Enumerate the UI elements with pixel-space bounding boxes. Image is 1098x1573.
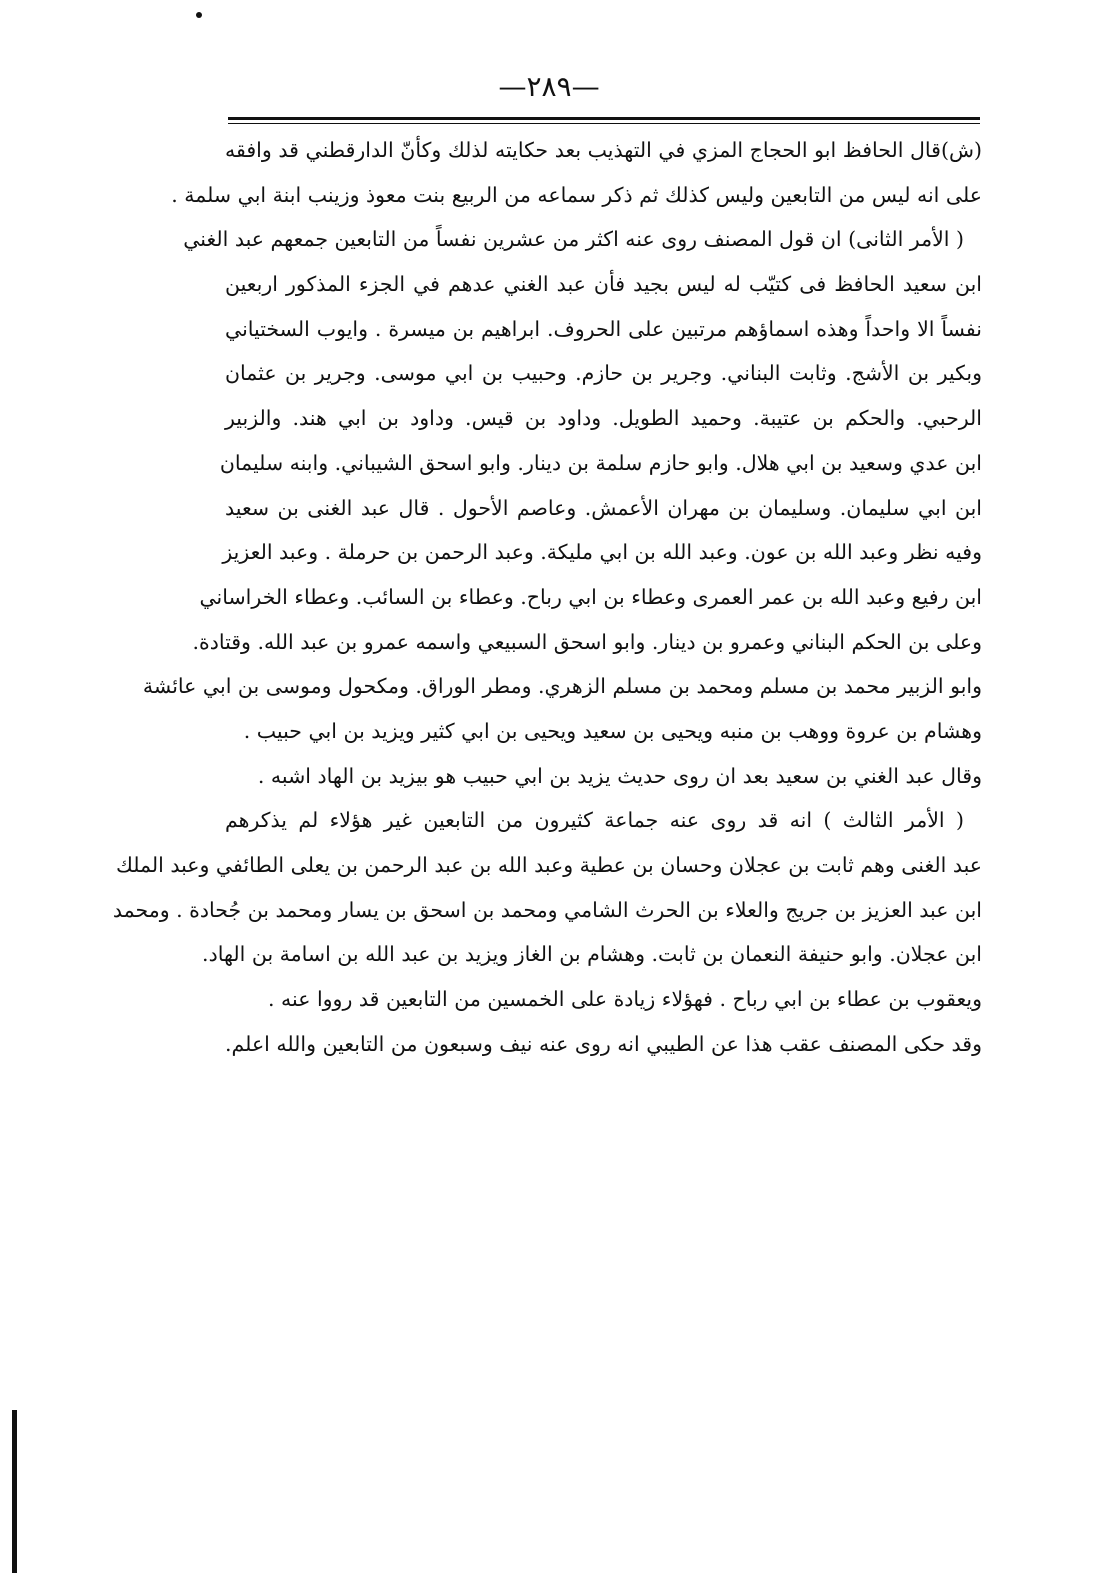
text-line: وقد حكى المصنف عقب هذا عن الطيبي انه روى عنه نيف وسبعون من التابعين والله اعلم. (225, 1031, 982, 1056)
text-line: ابن عجلان. وابو حنيفة النعمان بن ثابت. وهشام بن الغاز ويزيد بن عبد الله بن اسامة بن الهاد. (202, 942, 982, 967)
text-line: ( الأمر الثانى) ان قول المصنف روى عنه اكثر من عشرين نفساً من التابعين جمعهم عبد الغني (183, 227, 964, 252)
page-number: —٢٨٩— (498, 70, 600, 103)
text-line: الرحبي. والحكم بن عتيبة. وحميد الطويل. وداود بن قيس. وداود بن ابي هند. والزبير (225, 406, 982, 431)
ink-speck (196, 12, 202, 18)
text-line: وبكير بن الأشج. وثابت البناني. وجرير بن حازم. وحبيب بن ابي موسى. وجرير بن عثمان (225, 361, 982, 386)
text-line: ابن سعيد الحافظ فى كتيّب له ليس بجيد فأن عبد الغني عدهم في الجزء المذكور اربعين (225, 272, 982, 297)
text-line: ابن عدي وسعيد بن ابي هلال. وابو حازم سلمة بن دينار. وابو اسحق الشيباني. وابنه سليمان (219, 450, 982, 475)
text-line: ابن ابي سليمان. وسليمان بن مهران الأعمش. وعاصم الأحول . قال عبد الغنى بن سعيد (225, 495, 982, 520)
text-line: ويعقوب بن عطاء بن ابي رباح . فهؤلاء زيادة على الخمسين من التابعين قد رووا عنه . (268, 987, 982, 1012)
text-line: وهشام بن عروة ووهب بن منبه ويحيى بن سعيد ويحيى بن ابي كثير ويزيد بن ابي حبيب . (243, 718, 982, 743)
text-line: وعلى بن الحكم البناني وعمرو بن دينار. وابو اسحق السبيعي واسمه عمرو بن عبد الله. وقتادة. (192, 629, 982, 654)
text-line: ( الأمر الثالث ) انه قد روى عنه جماعة كثيرون من التابعين غير هؤلاء لم يذكرهم (225, 808, 964, 833)
header-rule-thick (228, 117, 980, 120)
text-line: (ش)قال الحافظ ابو الحجاج المزي في التهذيب بعد حكايته لذلك وكأنّ الدارقطني قد وافقه (225, 138, 982, 162)
text-line: ابن عبد العزيز بن جريج والعلاء بن الحرث الشامي ومحمد بن اسحق بن يسار ومحمد بن جُحادة . ومحمد (112, 897, 982, 922)
text-line: وفيه نظر وعبد الله بن عون. وعبد الله بن ابي مليكة. وعبد الرحمن بن حرملة . وعبد العزيز (222, 540, 982, 565)
text-line: نفساً الا واحداً وهذه اسماؤهم مرتبين على الحروف. ابراهيم بن ميسرة . وايوب السختياني (225, 316, 982, 341)
body-text (112, 128, 982, 1066)
text-line: وقال عبد الغني بن سعيد بعد ان روى حديث يزيد بن ابي حبيب هو بيزيد بن الهاد اشبه . (257, 763, 982, 788)
header-rule-thin (228, 123, 980, 124)
text-line: على انه ليس من التابعين وليس كذلك ثم ذكر سماعه من الربيع بنت معوذ وزينب ابنة ابي سلمة . (171, 182, 982, 207)
text-line: ابن رفيع وعبد الله بن عمر العمرى وعطاء بن ابي رباح. وعطاء بن السائب. وعطاء الخراساني (199, 584, 982, 609)
text-line: وابو الزبير محمد بن مسلم ومحمد بن مسلم الزهري. ومطر الوراق. ومكحول وموسى بن ابي عائشة (142, 674, 982, 699)
text-line: عبد الغنى وهم ثابت بن عجلان وحسان بن عطية وعبد الله بن عبد الرحمن بن يعلى الطائفي وعبد الملك (115, 853, 982, 877)
scan-edge-bar (12, 1410, 17, 1573)
